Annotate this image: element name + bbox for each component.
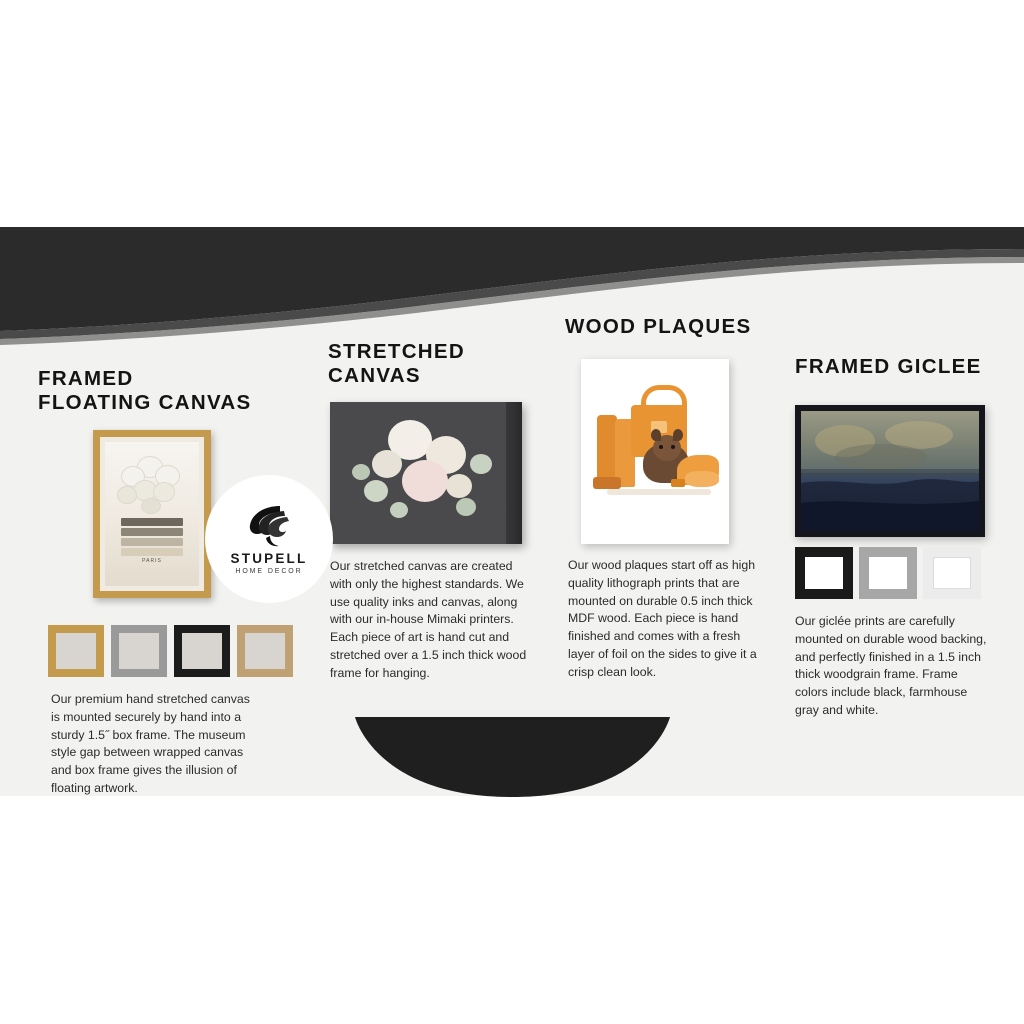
section-title: FRAMED GICLEE bbox=[795, 355, 982, 378]
section-framed-giclee bbox=[795, 355, 995, 718]
bouquet-illustration bbox=[115, 456, 189, 518]
wood-plaque-artwork bbox=[581, 359, 729, 544]
top-swoosh-svg bbox=[0, 227, 1024, 347]
black-frame-swatch[interactable] bbox=[174, 625, 230, 677]
section-title bbox=[38, 367, 288, 414]
section-title-line1: STRETCHED bbox=[328, 340, 465, 363]
white-frame-chip[interactable] bbox=[923, 547, 981, 599]
gold-frame-swatch[interactable] bbox=[48, 625, 104, 677]
section-title-line2: CANVAS bbox=[328, 363, 421, 387]
section-title-line2: FLOATING CANVAS bbox=[38, 390, 252, 414]
frame-color-swatches bbox=[48, 625, 293, 677]
bottom-ribbon-svg bbox=[355, 717, 670, 797]
stupell-swan-icon bbox=[240, 503, 298, 549]
section-description: Our stretched canvas are created with only the highest standards. We use quality inks and canvas, along with our in-house Mimaki printers. Each piece of art is hand cut and stretched over a 1.5 inch thick wood frame for hanging. bbox=[330, 559, 527, 680]
framed-floating-canvas-artwork bbox=[93, 430, 211, 598]
wood-frame-swatch[interactable] bbox=[237, 625, 293, 677]
framed-picture-icon bbox=[489, 950, 531, 982]
section-stretched-canvas bbox=[328, 340, 538, 680]
black-frame-chip[interactable] bbox=[795, 547, 853, 599]
section-description: Our wood plaques start off as high quality lithograph prints that are mounted on durable 0.5 inch thick MDF wood. Each piece is hand finished and comes with a fresh layer of foil on the sides to give it a crisp clean look. bbox=[568, 558, 757, 679]
section-title bbox=[328, 340, 538, 387]
brand-logo bbox=[205, 475, 333, 603]
product-info-banner bbox=[0, 227, 1024, 1000]
gray-frame-swatch[interactable] bbox=[111, 625, 167, 677]
brand-tagline: HOME DECOR bbox=[235, 568, 303, 575]
top-swoosh-decoration bbox=[0, 227, 1024, 347]
section-description: Our premium hand stretched canvas is mounted securely by hand into a sturdy 1.5˝ box frame. The museum style gap between wrapped canvas and box frame gives the illusion of floating artwork. bbox=[51, 692, 250, 796]
section-wood-plaques bbox=[565, 315, 765, 679]
framed-giclee-artwork bbox=[795, 405, 985, 537]
giclee-frame-options bbox=[795, 547, 981, 599]
ribbon-text: All art arrives ready to hang. bbox=[424, 984, 601, 1000]
section-title: WOOD PLAQUES bbox=[565, 315, 752, 338]
brand-name: STUPELL bbox=[230, 551, 308, 566]
stacked-books-illustration bbox=[121, 518, 183, 564]
bottom-ribbon-decoration bbox=[355, 717, 670, 797]
gray-frame-chip[interactable] bbox=[859, 547, 917, 599]
stretched-canvas-artwork bbox=[330, 402, 522, 544]
section-title-line1: FRAMED bbox=[38, 367, 134, 390]
section-description: Our giclée prints are carefully mounted on durable wood backing, and perfectly finished in a 1.5 inch thick woodgrain frame. Frame colors include black, farmhouse gray and white. bbox=[795, 614, 987, 718]
artwork-label: PARIS bbox=[142, 558, 162, 564]
